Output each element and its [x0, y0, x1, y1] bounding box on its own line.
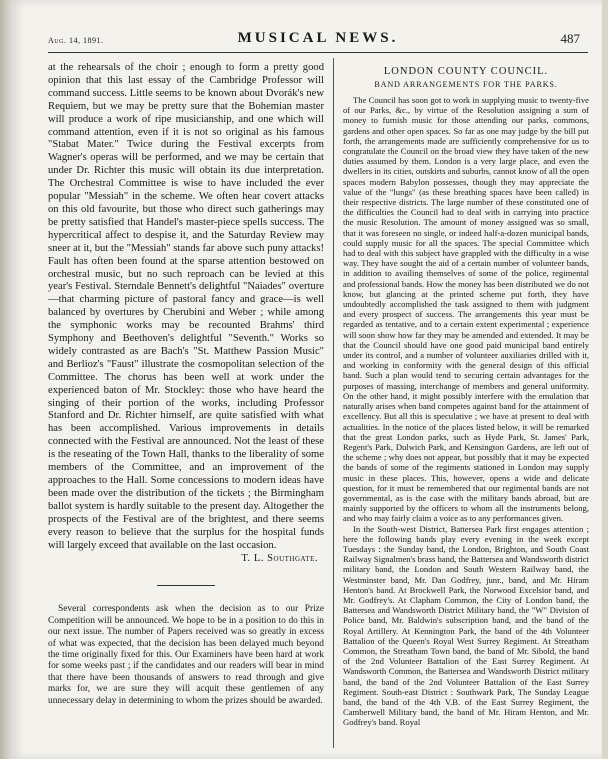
- header-rule: [48, 52, 588, 53]
- article-signature: T. L. Southgate.: [241, 553, 318, 565]
- district-bands-paragraph: In the South-west District, Battersea Park first engages attention ; here the following bands play every evening in the week except Tuesdays : the Sunday band, the London, Brighton, and South Coast Railway Signalmen's brass band, the Battersea and Wandsworth district military band, the London and South Western Railway band, the Westminster band, Mr. Dan Godfrey, junr., band, and Mr. Hiram Henton's band. At Brockwell Park, the Norwood Excelsior band, and Mr. Godfrey's. At Clapham Common, the City of London band, the Battersea and Wandsworth District Military band, the "W" Division of Police band, Mr. Baldwin's subscription band, and the band of the Royal Artillery. At Kennington Park, the band of the 4th Volunteer Battalion of the Queen's Royal West Surrey Regiment. At Streatham Common, the Streatham Town band, the band of Mr. Sibold, the band of the 2nd Volunteer Battalion of the East Surrey Regiment. At Wandsworth Common, the Battersea and Wandsworth District military band, the band of the 2nd Volunteer Battalion of the East Surrey Regiment. South-east District : Southwark Park, The Sunday League band, the band of the 4th V.B. of the East Surrey Regiment, the Camberwell Military band, the band of Mr. Hiram Henton, and Mr. Godfrey's band. Royal: [343, 523, 589, 728]
- publication-title: MUSICAL NEWS.: [237, 30, 399, 46]
- issue-date: Aug. 14, 1891.: [48, 36, 104, 45]
- column-divider: [333, 58, 334, 748]
- page-gutter-shadow: [0, 0, 10, 759]
- right-column: [343, 62, 589, 728]
- council-paragraph: The Council has soon got to work in supplying music to twenty-five of our Parks, &c., by virtue of the Resolution assigning a sum of money to furnish music for those attending our parks, commons, gardens and other open spaces. So far as one may judge by the bill put forth, the arrangements made are sufficiently comprehensive for us to congratulate the Council on the broad view they have taken of the new duties assumed by them. London is a very large place, and even the dwellers in its cities, outskirts and suburbs, cannot know of all the open spaces modern Babylon possesses, though they may appreciate the value of the "lungs" (as these breathing spaces have been called) in their respective districts. The large number of these constituted one of the difficulties the Council had to deal with in carrying into practice the music Resolution. The amount of money assigned was so small, that it was foreseen no single, or indeed half-a-dozen municipal bands, could supply music for all the spaces. The special Committee which had to deal with this subject have grappled with the difficulty in a wise way. They have sought the aid of a certain number of volunteer bands, in addition to availing themselves of some of the police, regimental and professional bands. How the money has been distributed we do not know, but glancing at the printed scheme put forth, they have undoubtedly accomplished the task assigned to them with judgment and every prospect of success. The arrangements this year must be regarded as tentative, and to a certain extent experimental ; experience will soon show how far they may be amended and extended. It may be that the Council should have one good paid municipal band entirely under its control, and a number of volunteer auxiliaries drilled with it, and working in conformity with the general design of this official band. Such a plan would tend to securing certain advantages for the purposes of massing, interchange of members and general uniformity. On the other hand, it might possibly interfere with the emulation that naturally arises when band competes against band for the attainment of excellency. But all this is speculative ; we have at present to deal with actualities. In the notice of the places listed below, it will be remarked that the great London parks, such as Hyde Park, St. James' Park, Regent's Park, Dulwich Park, and Kensington Gardens, are left out of the scheme ; why does not appear, but possibly that it may be expected the bands of some of the regiments stationed in London may supply music in these places. This, however, opens a wide and delicate question, for it must be remembered that our regimental bands are not governmental, as is the case with the military bands abroad, but are mainly supported by the officers to whom all the instruments belong, and who may fairly claim a voice as to any performances given.: [343, 95, 589, 524]
- left-column: [48, 62, 324, 707]
- newspaper-page: [10, 0, 602, 759]
- page-header: [48, 30, 588, 50]
- section-title: LONDON COUNTY COUNCIL.: [383, 66, 549, 77]
- prize-competition-note: Several correspondents ask when the decision as to our Prize Competition will be announced. We hope to be in a position to do this in our next issue. The number of Papers received was so greatly in excess of what was expected, that the decision has been delayed much beyond the time originally fixed for this. Our Examiners have been hard at work for some weeks past ; if the candidates and our readers will bear in mind that there have been thousands of answers to read through and give marks for, we are sure they will acquit these gentlemen of any unnecessary delay in determining to whom the prizes should be awarded.: [48, 604, 324, 706]
- page-number: 487: [560, 31, 580, 46]
- section-subtitle: BAND ARRANGEMENTS FOR THE PARKS.: [374, 80, 558, 89]
- section-rule: [157, 585, 215, 586]
- festival-article-text: at the rehearsals of the choir ; enough to form a pretty good opinion that this last essay of the Cambridge Professor will command success. Little seems to be known about Dvorák's new Requiem, but we may be pretty sure that the Bohemian master will produce a work of ripe musicianship, and one which will command attention, even if it is not so original as his famous "Stabat Mater." Twice during the Festival excerpts from Wagner's operas will be performed, and we may be certain that under Dr. Richter this music will obtain its due interpretation. The Orchestral Committee is wise to have included the ever popular "Messiah" in the scheme. We often hear covert attacks on this old favourite, but those who direct such gatherings may be pretty satisfied that Handel's master-piece spells success. The hypercritical affect to despise it, and the Saturday Review may sneer at it, but the "Messiah" stands far above such puny attacks! Fault has often been found at the sparse attention bestowed on orchestral music, but no such reproach can be levied at this year's Festival. Sterndale Bennett's delightful "Naiades" overture—that charming picture of pastoral fancy and grace—is well balanced by overtures by Cherubini and Weber ; while among the symphonic works may be recounted Brahms' third Symphony and Beethoven's delightful "Seventh." Works so widely contrasted as are Bach's "St. Matthew Passion Music" and Berlioz's "Faust" illustrate the cosmopolitan selection of the Committee. The chorus has been well at work under the experienced baton of Mr. Stockley: those who have heard the singing of their portion of the works, including Professor Stanford and Dr. Richter himself, are quite satisfied with what has been accomplished. Various improvements in details connected with the Festival are announced. Not the least of these is the reseating of the Town Hall, thanks to the liberality of some members of the Committee, and an improvement of the approaches to the Hall. Some concessions to modern ideas have been made over the distribution of the tickets ; the Birmingham ballot system is hardly suitable to the present day. Altogether the prospects of the Festival are of the brightest, and there seems every reason to believe that the surplus for the hospital funds will largely exceed that available on the last occasion.: [48, 62, 324, 551]
